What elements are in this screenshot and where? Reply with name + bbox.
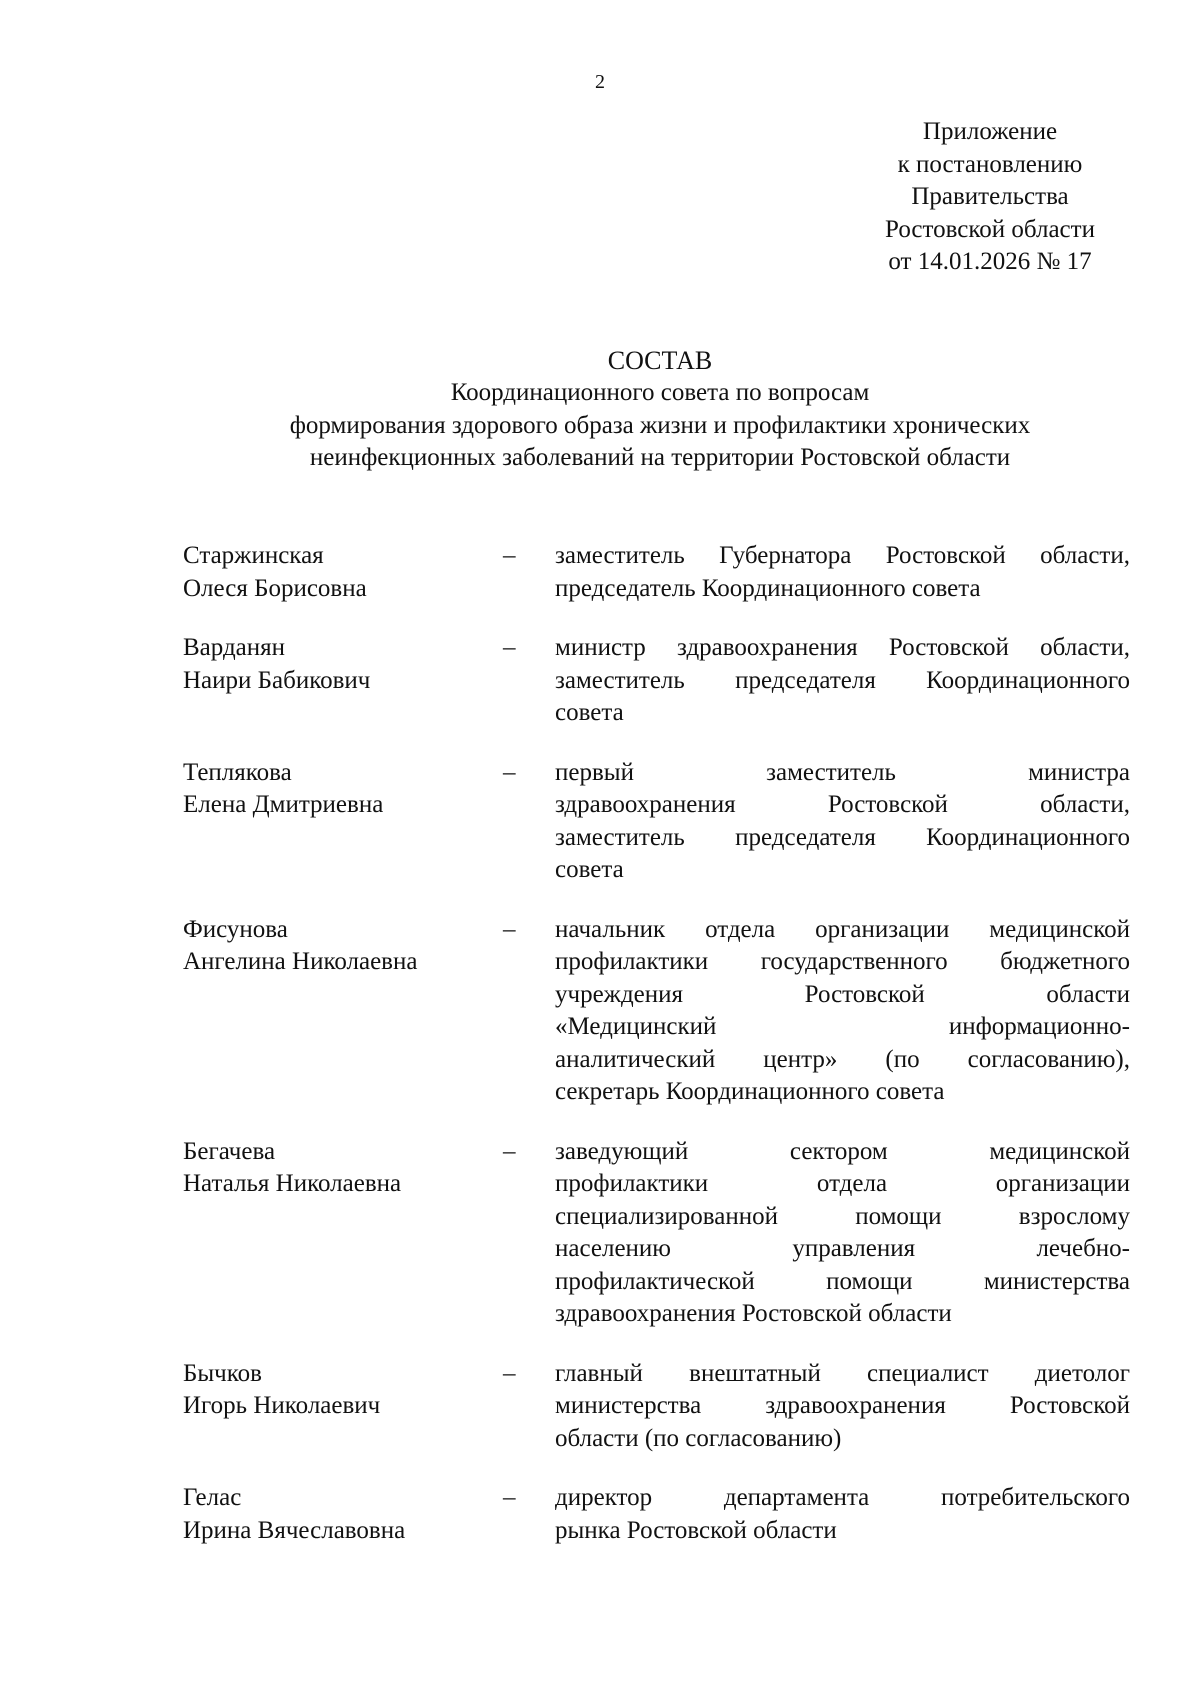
member-role-line: профилактической помощи министерства bbox=[555, 1267, 1130, 1295]
member-role bbox=[555, 757, 1130, 887]
appendix-block bbox=[840, 116, 1140, 279]
member-given-names: Игорь Николаевич bbox=[183, 1392, 381, 1419]
document-subtitle-line: неинфекционных заболеваний на территории Ростовской области bbox=[309, 444, 1011, 471]
member-role-line: секретарь Координационного совета bbox=[555, 1078, 945, 1105]
member-role-line: «Медицинский информационно- bbox=[555, 1013, 1130, 1040]
member-surname: Гелас bbox=[183, 1484, 242, 1511]
member-dash: – bbox=[503, 1484, 516, 1511]
member-role bbox=[555, 914, 1130, 1109]
member-role-line: председатель Координационного совета bbox=[555, 574, 981, 602]
document-subtitle-line: формирования здорового образа жизни и профилактики хронических bbox=[289, 411, 1031, 439]
member-role-line: профилактики государственного бюджетного bbox=[555, 948, 1130, 975]
member-given-names: Наталья Николаевна bbox=[183, 1170, 402, 1197]
member-surname: Теплякова bbox=[183, 758, 292, 786]
member-given-names: Наири Бабикович bbox=[183, 666, 371, 694]
member-dash: – bbox=[503, 915, 516, 943]
member-given-names: Ирина Вячеславовна bbox=[183, 1516, 406, 1544]
member-role-line: здравоохранения Ростовской области, bbox=[555, 791, 1130, 818]
member-name bbox=[183, 1482, 503, 1547]
member-surname: Старжинская bbox=[183, 542, 324, 569]
member-role bbox=[555, 1482, 1130, 1547]
document-heading bbox=[200, 345, 1120, 475]
member-row bbox=[183, 757, 1130, 887]
member-name bbox=[183, 1358, 503, 1456]
member-role-line: заместитель председателя Координационного bbox=[555, 823, 1130, 851]
member-dash: – bbox=[503, 1137, 516, 1165]
member-role bbox=[555, 1358, 1130, 1456]
member-role bbox=[555, 632, 1130, 730]
member-dash: – bbox=[503, 1359, 516, 1387]
member-given-names: Елена Дмитриевна bbox=[183, 791, 384, 818]
member-role-line: министерства здравоохранения Ростовской bbox=[555, 1392, 1130, 1419]
member-name bbox=[183, 1136, 503, 1331]
appendix-line: Ростовской области bbox=[885, 215, 1095, 243]
member-role bbox=[555, 1136, 1130, 1331]
member-role-line: населению управления лечебно- bbox=[555, 1235, 1130, 1262]
member-role-line: министр здравоохранения Ростовской области, bbox=[555, 634, 1130, 661]
member-role-line: специализированной помощи взрослому bbox=[555, 1202, 1130, 1230]
member-role-line: области (по согласованию) bbox=[555, 1424, 842, 1452]
member-role-line: рынка Ростовской области bbox=[555, 1516, 837, 1544]
member-role-line: учреждения Ростовской области bbox=[555, 980, 1130, 1008]
member-role-line: совета bbox=[555, 856, 624, 883]
member-name bbox=[183, 540, 503, 605]
member-dash: – bbox=[503, 542, 516, 569]
member-role bbox=[555, 540, 1130, 605]
appendix-line: к постановлению bbox=[897, 150, 1083, 178]
member-dash: – bbox=[503, 634, 516, 661]
member-role-line: начальник отдела организации медицинской bbox=[555, 915, 1130, 943]
member-name bbox=[183, 632, 503, 730]
member-surname: Бегачева bbox=[183, 1137, 276, 1165]
member-role-line: главный внештатный специалист диетолог bbox=[555, 1359, 1130, 1387]
member-role-line: совета bbox=[555, 699, 624, 726]
members-list bbox=[183, 540, 1130, 1547]
appendix-line: Правительства bbox=[911, 183, 1069, 210]
member-row bbox=[183, 914, 1130, 1109]
member-row bbox=[183, 1358, 1130, 1456]
member-role-line: заместитель Губернатора Ростовской области, bbox=[555, 542, 1130, 569]
member-role-line: аналитический центр» (по согласованию), bbox=[555, 1045, 1130, 1073]
document-title: СОСТАВ bbox=[607, 346, 713, 375]
member-surname: Бычков bbox=[183, 1359, 262, 1387]
member-row bbox=[183, 632, 1130, 730]
member-row bbox=[183, 1136, 1130, 1331]
member-row bbox=[183, 540, 1130, 605]
member-role-line: профилактики отдела организации bbox=[555, 1170, 1130, 1197]
member-role-line: директор департамента потребительского bbox=[555, 1484, 1130, 1511]
member-role-line: заведующий сектором медицинской bbox=[555, 1137, 1130, 1165]
member-name bbox=[183, 914, 503, 1109]
member-given-names: Олеся Борисовна bbox=[183, 574, 367, 602]
page-number: 2 bbox=[595, 71, 605, 93]
member-surname: Фисунова bbox=[183, 915, 288, 943]
appendix-line: Приложение bbox=[922, 118, 1058, 145]
document-subtitle-line: Координационного совета по вопросам bbox=[450, 379, 870, 406]
member-role-line: здравоохранения Ростовской области bbox=[555, 1300, 952, 1327]
member-row bbox=[183, 1482, 1130, 1547]
member-surname: Варданян bbox=[183, 634, 286, 661]
appendix-line: от 14.01.2026 № 17 bbox=[888, 248, 1092, 275]
member-given-names: Ангелина Николаевна bbox=[183, 948, 418, 975]
member-role-line: первый заместитель министра bbox=[555, 758, 1130, 786]
member-name bbox=[183, 757, 503, 887]
member-role-line: заместитель председателя Координационного bbox=[555, 666, 1130, 694]
member-dash: – bbox=[503, 758, 516, 786]
